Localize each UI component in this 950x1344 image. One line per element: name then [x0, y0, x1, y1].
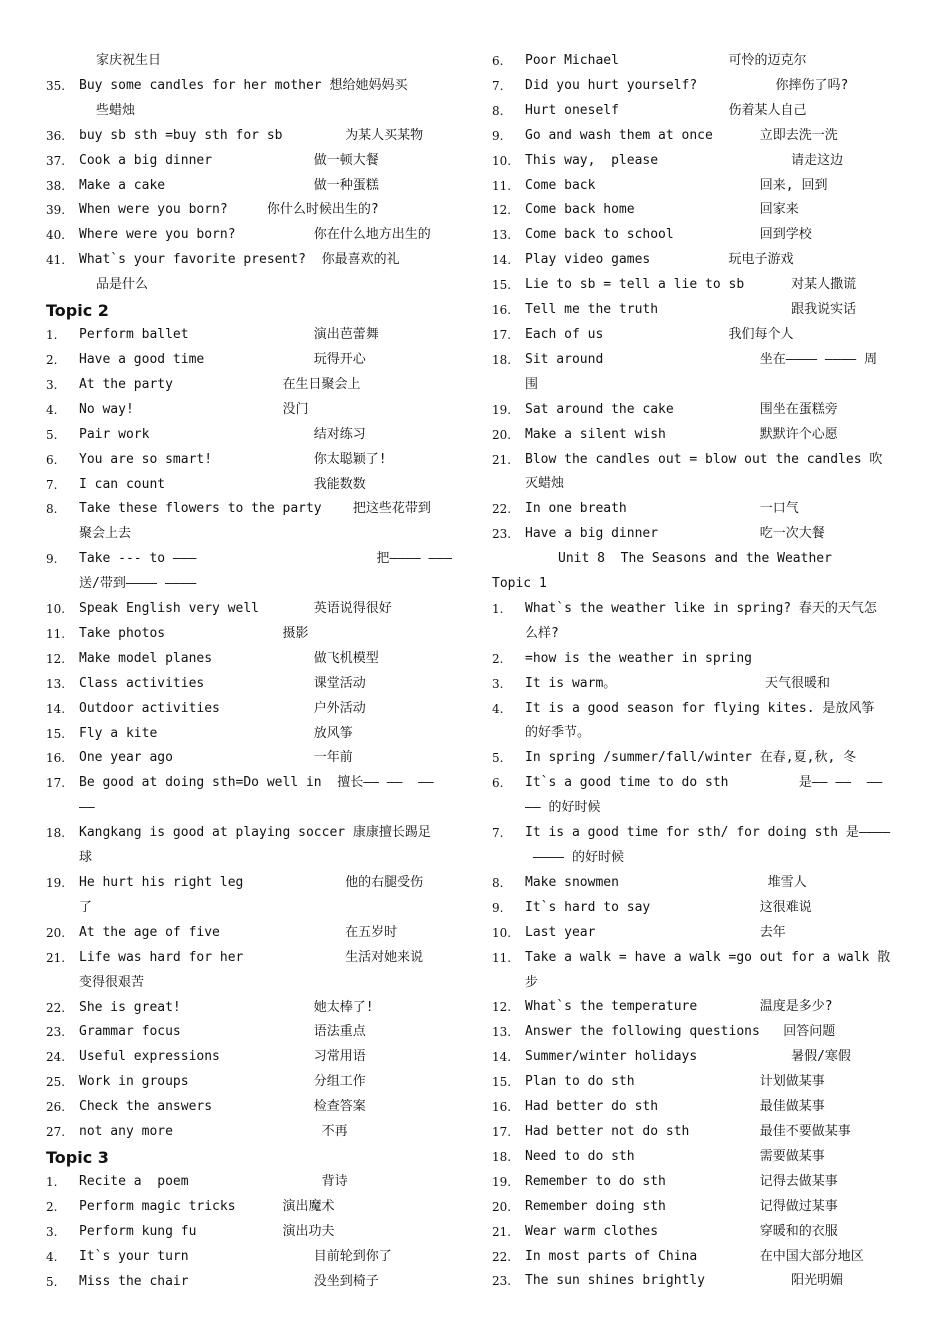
item-text: Recite a poem 背诗: [79, 1173, 348, 1189]
item-number: 7.: [492, 78, 504, 93]
item-number: 15.: [492, 1075, 512, 1090]
list-item: [46, 497, 460, 522]
item-text: I can count 我能数数: [79, 476, 366, 492]
item-text: It is a good season for flying kites. 是放风筝: [525, 700, 875, 716]
item-number: 21.: [46, 950, 66, 965]
item-text: Come back home 回家来: [525, 202, 799, 218]
item-text: It`s a good time to do sth 是—— —— ——: [525, 775, 883, 791]
item-text: Pair work 结对练习: [79, 426, 366, 442]
item-number: 8.: [492, 875, 504, 890]
list-item: [492, 248, 906, 273]
list-item: [46, 398, 460, 423]
item-number: 11.: [46, 626, 66, 641]
item-text: What`s the weather like in spring? 春天的天气怎: [525, 600, 877, 616]
item-number: 23.: [492, 1274, 512, 1289]
item-number: 19.: [46, 876, 66, 890]
list-item: [46, 996, 460, 1021]
item-number: 18.: [492, 352, 512, 367]
item-number: 23.: [46, 1025, 66, 1040]
list-item: [46, 1170, 460, 1195]
list-item: [492, 522, 906, 547]
list-item: [46, 647, 460, 672]
item-number: 6.: [46, 452, 58, 467]
item-text: No way! 没门: [79, 401, 309, 417]
item-text: Perform magic tricks 演出魔术: [79, 1198, 335, 1214]
list-item: [492, 398, 906, 423]
item-number: 11.: [492, 178, 512, 193]
item-number: 17.: [46, 776, 66, 791]
list-item: [46, 348, 460, 373]
list-item: [492, 448, 906, 473]
item-text: Summer/winter holidays 暑假/寒假: [525, 1049, 851, 1065]
item-number: 9.: [46, 552, 58, 567]
item-text: Make a cake 做一种蛋糕: [79, 177, 379, 193]
item-text: Life was hard for her 生活对她来说: [79, 949, 424, 965]
item-text: Speak English very well 英语说得很好: [79, 601, 392, 617]
list-item: [46, 722, 460, 747]
item-number: 36.: [46, 128, 66, 143]
list-item: [492, 348, 906, 373]
item-continuation: 聚会上去: [79, 526, 132, 542]
item-number: 12.: [492, 203, 512, 218]
item-number: 5.: [46, 427, 58, 442]
item-continuation: —— 的好时候: [525, 800, 601, 816]
item-text: What`s your favorite present? 你最喜欢的礼: [79, 252, 400, 268]
item-continuation: 品是什么: [96, 277, 149, 293]
item-continuation: 些蜡烛: [96, 102, 136, 118]
item-text: Make a silent wish 默默许个心愿: [525, 426, 838, 442]
list-item: [46, 946, 460, 971]
list-item: [492, 124, 906, 149]
list-item: [46, 149, 460, 174]
section-label: Topic 1: [492, 576, 547, 592]
list-item: [46, 622, 460, 647]
unit-title: Unit 8 The Seasons and the Weather: [558, 551, 832, 567]
item-text: This way, please 请走这边: [525, 152, 844, 168]
item-text: Cook a big dinner 做一顿大餐: [79, 152, 379, 168]
item-number: 20.: [46, 925, 66, 940]
item-text: =how is the weather in spring: [525, 650, 752, 666]
item-number: 1.: [46, 328, 58, 343]
list-item: [492, 99, 906, 124]
item-number: 15.: [492, 278, 512, 293]
item-text: Answer the following questions 回答问题: [525, 1024, 836, 1040]
item-text: Work in groups 分组工作: [79, 1074, 366, 1090]
list-item: [46, 1120, 460, 1145]
item-continuation: 送/带到———— ————: [79, 576, 197, 592]
item-number: 1.: [492, 601, 504, 616]
item-text: Miss the chair 没坐到椅子: [79, 1273, 379, 1289]
list-item: [46, 547, 460, 572]
item-number: 2.: [46, 1199, 58, 1214]
item-text: One year ago 一年前: [79, 750, 353, 766]
item-text: Had better do sth 最佳做某事: [525, 1099, 825, 1115]
item-continuation: ——: [79, 800, 95, 816]
item-text: Need to do sth 需要做某事: [525, 1148, 825, 1164]
item-text: Go and wash them at once 立即去洗一洗: [525, 127, 838, 143]
list-item: [492, 74, 906, 99]
list-item: [492, 174, 906, 199]
item-number: 40.: [46, 228, 66, 243]
item-number: 4.: [46, 1249, 58, 1264]
list-item: [46, 697, 460, 722]
item-number: 21.: [492, 1224, 512, 1239]
item-number: 41.: [46, 253, 66, 268]
item-text: Tell me the truth 跟我说实话: [525, 302, 857, 318]
item-text: Have a good time 玩得开心: [79, 351, 366, 367]
list-item: [46, 223, 460, 248]
list-item: [46, 198, 460, 223]
item-text: Make model planes 做飞机模型: [79, 650, 379, 666]
item-text: Remember doing sth 记得做过某事: [525, 1198, 838, 1214]
item-continuation: 灭蜡烛: [525, 476, 565, 492]
list-item: [46, 448, 460, 473]
item-text: Where were you born? 你在什么地方出生的: [79, 227, 431, 243]
item-text: buy sb sth =buy sth for sb 为某人买某物: [79, 127, 424, 143]
item-number: 37.: [46, 153, 66, 168]
list-item: [492, 1095, 906, 1120]
item-text: He hurt his right leg 他的右腿受伤: [79, 875, 424, 890]
item-number: 2.: [492, 651, 504, 666]
item-number: 6.: [492, 54, 504, 68]
item-text: In spring /summer/fall/winter 在春,夏,秋, 冬: [525, 750, 857, 766]
list-item: [492, 896, 906, 921]
item-text: Last year 去年: [525, 924, 786, 940]
item-number: 1.: [46, 1174, 58, 1189]
item-text: Did you hurt yourself? 你摔伤了吗?: [525, 77, 849, 93]
list-item: [46, 1220, 460, 1245]
item-number: 22.: [46, 1000, 66, 1015]
list-item: [46, 423, 460, 448]
item-text: In one breath 一口气: [525, 501, 799, 517]
list-item: [46, 746, 460, 771]
item-number: 21.: [492, 452, 512, 467]
item-continuation: 了: [79, 899, 93, 915]
item-number: 8.: [46, 502, 58, 517]
item-number: 18.: [492, 1149, 512, 1164]
list-item: [492, 1070, 906, 1095]
item-text: Hurt oneself 伤着某人自己: [525, 102, 807, 118]
list-item: [46, 871, 460, 896]
item-text: Poor Michael 可怜的迈克尔: [525, 53, 807, 68]
item-text: Plan to do sth 计划做某事: [525, 1074, 825, 1090]
item-text: At the party 在生日聚会上: [79, 376, 361, 392]
item-text: Fly a kite 放风筝: [79, 725, 353, 741]
item-number: 16.: [46, 751, 66, 766]
item-text: What`s the temperature 温度是多少?: [525, 999, 833, 1015]
item-text: She is great! 她太棒了!: [79, 999, 374, 1015]
list-item: [492, 149, 906, 174]
list-item: [46, 1270, 460, 1295]
item-text: You are so smart! 你太聪颖了!: [79, 451, 387, 467]
item-text: Take these flowers to the party 把这些花带到: [79, 501, 431, 517]
item-number: 12.: [46, 651, 66, 666]
list-item: [492, 49, 906, 74]
list-item: [492, 423, 906, 448]
item-text: Blow the candles out = blow out the candles 吹: [525, 451, 883, 467]
item-number: 13.: [492, 228, 512, 243]
item-number: 23.: [492, 527, 512, 542]
item-number: 10.: [46, 602, 66, 617]
item-number: 10.: [492, 925, 512, 940]
list-item: [492, 697, 906, 722]
item-text: It is a good time for sth/ for doing sth 是————: [525, 825, 891, 841]
list-item: [492, 273, 906, 298]
list-item: [492, 821, 906, 846]
item-number: 20.: [492, 427, 512, 442]
item-continuation: 家庆祝生日: [96, 53, 162, 68]
list-item: [492, 1045, 906, 1070]
item-number: 39.: [46, 203, 66, 218]
item-continuation: 球: [79, 850, 93, 866]
list-item: [492, 647, 906, 672]
item-text: Play video games 玩电子游戏: [525, 252, 794, 268]
list-item: [492, 1020, 906, 1045]
item-number: 16.: [492, 303, 512, 318]
item-continuation: 变得很艰苦: [79, 974, 145, 990]
item-text: Take photos 摄影: [79, 625, 309, 641]
item-text: Sit around 坐在———— ———— 周: [525, 351, 878, 367]
list-item: [492, 995, 906, 1020]
item-number: 13.: [46, 676, 66, 691]
list-item: [46, 74, 460, 99]
item-number: 38.: [46, 178, 66, 193]
list-item: [492, 223, 906, 248]
list-item: [46, 1020, 460, 1045]
item-text: Come back 回来, 回到: [525, 177, 828, 193]
item-number: 4.: [492, 701, 504, 716]
item-number: 26.: [46, 1100, 66, 1115]
item-number: 20.: [492, 1199, 512, 1214]
item-text: The sun shines brightly 阳光明媚: [525, 1273, 844, 1289]
item-number: 6.: [492, 776, 504, 791]
item-number: 18.: [46, 826, 66, 841]
list-item: [46, 473, 460, 498]
list-item: [46, 1095, 460, 1120]
item-continuation: 么样?: [525, 625, 559, 641]
item-text: Outdoor activities 户外活动: [79, 700, 366, 716]
item-text: Perform kung fu 演出功夫: [79, 1223, 335, 1239]
list-item: [46, 1045, 460, 1070]
item-number: 24.: [46, 1050, 66, 1065]
left-column: [46, 49, 460, 1295]
item-text: It`s your turn 目前轮到你了: [79, 1248, 392, 1264]
item-text: Kangkang is good at playing soccer 康康擅长踢足: [79, 825, 431, 841]
list-item: [46, 373, 460, 398]
list-item: [492, 1220, 906, 1245]
item-text: Sat around the cake 围坐在蛋糕旁: [525, 401, 838, 417]
list-item: [492, 597, 906, 622]
item-text: Lie to sb = tell a lie to sb 对某人撒谎: [525, 277, 857, 293]
item-number: 3.: [46, 1224, 58, 1239]
item-number: 14.: [492, 253, 512, 268]
list-item: [492, 298, 906, 323]
item-number: 3.: [492, 676, 504, 691]
item-number: 13.: [492, 1025, 512, 1040]
item-number: 12.: [492, 1000, 512, 1015]
item-number: 4.: [46, 402, 58, 417]
item-continuation: ———— 的好时候: [525, 850, 624, 865]
list-item: [492, 1269, 906, 1294]
item-text: Grammar focus 语法重点: [79, 1024, 366, 1040]
item-number: 22.: [492, 502, 512, 517]
item-text: Come back to school 回到学校: [525, 227, 812, 243]
item-text: Each of us 我们每个人: [525, 326, 794, 342]
item-number: 5.: [46, 1274, 58, 1289]
item-number: 2.: [46, 352, 58, 367]
item-number: 22.: [492, 1249, 512, 1264]
item-text: Take a walk = have a walk =go out for a walk 散: [525, 949, 891, 965]
list-item: [492, 1245, 906, 1270]
item-text: At the age of five 在五岁时: [79, 924, 398, 940]
list-item: [492, 1145, 906, 1170]
item-number: 17.: [492, 1124, 512, 1139]
item-number: 19.: [492, 1174, 512, 1189]
list-item: [492, 946, 906, 971]
list-item: [492, 1170, 906, 1195]
item-number: 3.: [46, 377, 58, 392]
item-number: 27.: [46, 1125, 66, 1140]
item-text: Had better not do sth 最佳不要做某事: [525, 1123, 851, 1139]
item-number: 19.: [492, 402, 512, 417]
list-item: [46, 174, 460, 199]
item-number: 14.: [492, 1050, 512, 1065]
item-text: Wear warm clothes 穿暖和的衣服: [525, 1223, 838, 1239]
item-number: 15.: [46, 726, 66, 741]
section-heading: Topic 2: [46, 301, 109, 321]
list-item: [492, 871, 906, 896]
item-text: Have a big dinner 吃一次大餐: [525, 526, 825, 542]
item-number: 35.: [46, 78, 66, 93]
list-item: [46, 672, 460, 697]
item-text: Class activities 课堂活动: [79, 675, 366, 691]
list-item: [46, 771, 460, 796]
list-item: [46, 1070, 460, 1095]
list-item: [492, 771, 906, 796]
list-item: [46, 597, 460, 622]
item-number: 9.: [492, 128, 504, 143]
list-item: [492, 1195, 906, 1220]
item-number: 7.: [46, 477, 58, 492]
item-continuation: 围: [525, 376, 539, 392]
item-number: 7.: [492, 826, 504, 841]
list-item: [492, 1120, 906, 1145]
item-text: not any more 不再: [79, 1124, 348, 1140]
item-number: 11.: [492, 950, 512, 965]
item-number: 9.: [492, 900, 504, 915]
list-item: [46, 323, 460, 348]
item-text: It`s hard to say 这很难说: [525, 899, 812, 915]
item-number: 17.: [492, 327, 512, 342]
list-item: [46, 821, 460, 846]
item-text: Check the answers 检查答案: [79, 1099, 366, 1115]
item-number: 16.: [492, 1100, 512, 1115]
item-number: 25.: [46, 1075, 66, 1090]
list-item: [492, 921, 906, 946]
item-number: 5.: [492, 751, 504, 766]
item-number: 10.: [492, 153, 512, 168]
item-text: When were you born? 你什么时候出生的?: [79, 202, 379, 218]
list-item: [46, 1195, 460, 1220]
item-number: 14.: [46, 701, 66, 716]
right-column: [492, 49, 906, 1294]
list-item: [492, 198, 906, 223]
item-text: Useful expressions 习常用语: [79, 1049, 366, 1065]
item-number: 8.: [492, 103, 504, 118]
list-item: [46, 1245, 460, 1270]
item-text: Be good at doing sth=Do well in 擅长—— —— ——: [79, 775, 434, 791]
list-item: [46, 921, 460, 946]
item-text: Perform ballet 演出芭蕾舞: [79, 327, 379, 343]
section-heading: Topic 3: [46, 1147, 109, 1167]
item-continuation: 步: [525, 974, 539, 990]
list-item: [492, 672, 906, 697]
item-text: Remember to do sth 记得去做某事: [525, 1173, 838, 1189]
list-item: [46, 124, 460, 149]
list-item: [46, 248, 460, 273]
item-text: It is warm。 天气很暖和: [525, 675, 830, 691]
list-item: [492, 746, 906, 771]
item-text: Make snowmen 堆雪人: [525, 874, 807, 890]
list-item: [492, 323, 906, 348]
item-text: Buy some candles for her mother 想给她妈妈买: [79, 77, 408, 93]
item-continuation: 的好季节。: [525, 725, 591, 741]
item-text: In most parts of China 在中国大部分地区: [525, 1248, 864, 1264]
item-text: Take --- to ——— 把———— ———: [79, 551, 453, 567]
list-item: [492, 497, 906, 522]
